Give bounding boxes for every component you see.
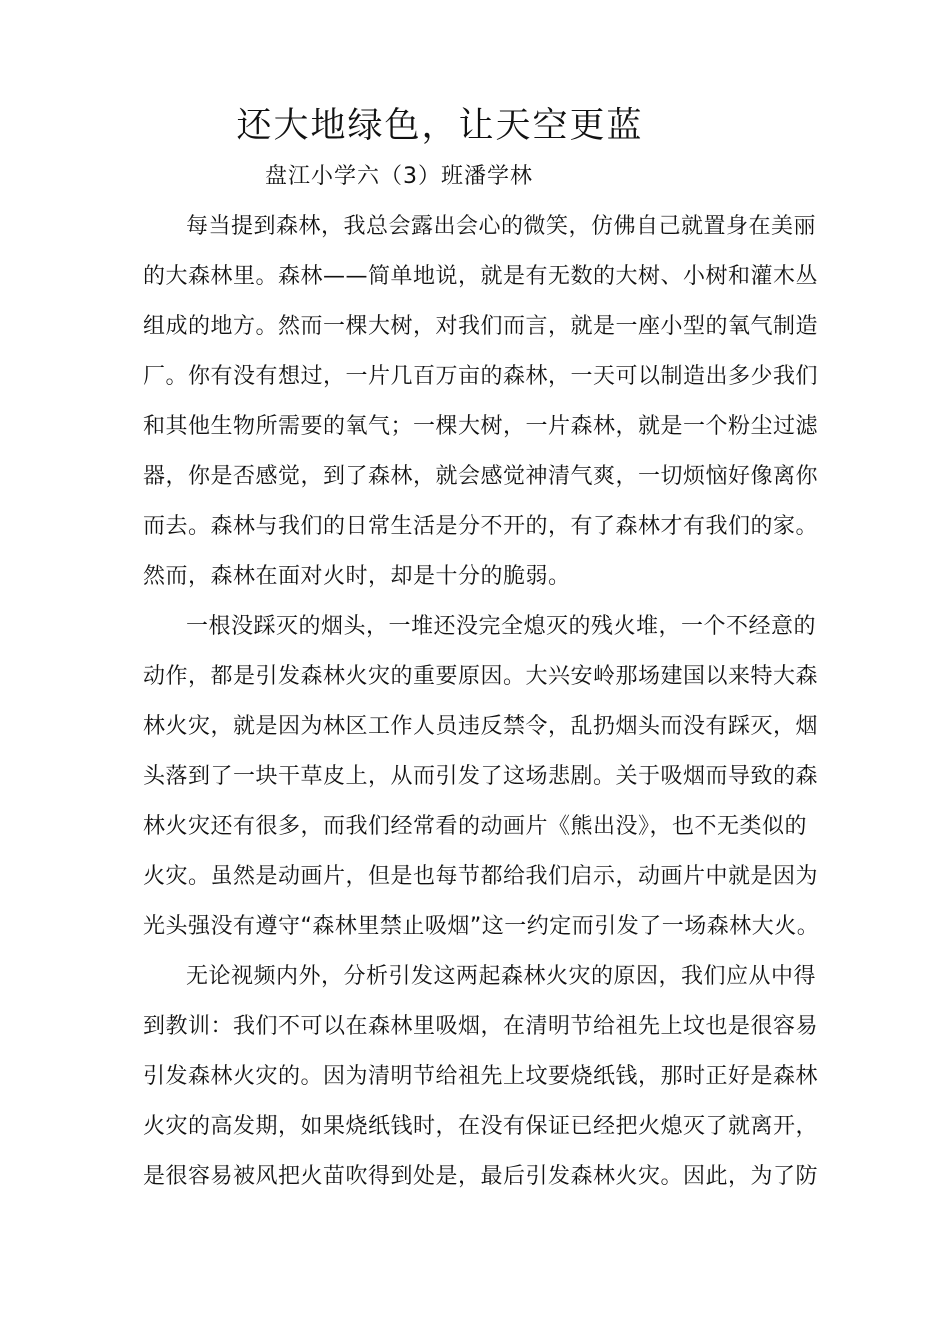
paragraph-3-line-2: 到教训：我们不可以在森林里吸烟，在清明节给祖先上坟也是很容易 [143,1014,819,1039]
paragraph-2-line-1: 一根没踩灭的烟头，一堆还没完全熄灭的残火堆，一个不经意的 [186,614,817,639]
document-byline: 盘江小学六（3）班潘学林 [265,164,533,189]
paragraph-1-line-7: 而去。森林与我们的日常生活是分不开的，有了森林才有我们的家。 [143,514,819,539]
paragraph-1-line-2: 的大森林里。森林——简单地说，就是有无数的大树、小树和灌木丛 [143,264,819,289]
document-title: 还大地绿色，让天空更蓝 [236,106,644,146]
paragraph-2-line-6: 火灾。虽然是动画片，但是也每节都给我们启示，动画片中就是因为 [143,864,819,889]
paragraph-1-line-4: 厂。你有没有想过，一片几百万亩的森林，一天可以制造出多少我们 [143,364,819,389]
paragraph-2-line-5: 林火灾还有很多，而我们经常看的动画片《熊出没》，也不无类似的 [143,814,808,839]
paragraph-1-line-3: 组成的地方。然而一棵大树，对我们而言，就是一座小型的氧气制造 [143,314,819,339]
paragraph-3-line-3: 引发森林火灾的。因为清明节给祖先上坟要烧纸钱，那时正好是森林 [143,1064,819,1089]
paragraph-2-line-2: 动作，都是引发森林火灾的重要原因。大兴安岭那场建国以来特大森 [143,664,819,689]
paragraph-1-line-5: 和其他生物所需要的氧气；一棵大树，一片森林，就是一个粉尘过滤 [143,414,819,439]
paragraph-3-line-5: 是很容易被风把火苗吹得到处是，最后引发森林火灾。因此，为了防 [143,1164,819,1189]
paragraph-3-line-4: 火灾的高发期，如果烧纸钱时，在没有保证已经把火熄灭了就离开， [143,1114,819,1139]
paragraph-1-line-8: 然而，森林在面对火时，却是十分的脆弱。 [143,564,571,589]
paragraph-1-line-6: 器，你是否感觉，到了森林，就会感觉神清气爽，一切烦恼好像离你 [143,464,819,489]
paragraph-3-line-1: 无论视频内外，分析引发这两起森林火灾的原因，我们应从中得 [186,964,817,989]
paragraph-2-line-3: 林火灾，就是因为林区工作人员违反禁令，乱扔烟头而没有踩灭，烟 [143,714,819,739]
paragraph-2-line-7: 光头强没有遵守“森林里禁止吸烟”这一约定而引发了一场森林大火。 [143,914,820,939]
paragraph-2-line-4: 头落到了一块干草皮上，从而引发了这场悲剧。关于吸烟而导致的森 [143,764,819,789]
paragraph-1-line-1: 每当提到森林，我总会露出会心的微笑，仿佛自己就置身在美丽 [186,214,817,239]
